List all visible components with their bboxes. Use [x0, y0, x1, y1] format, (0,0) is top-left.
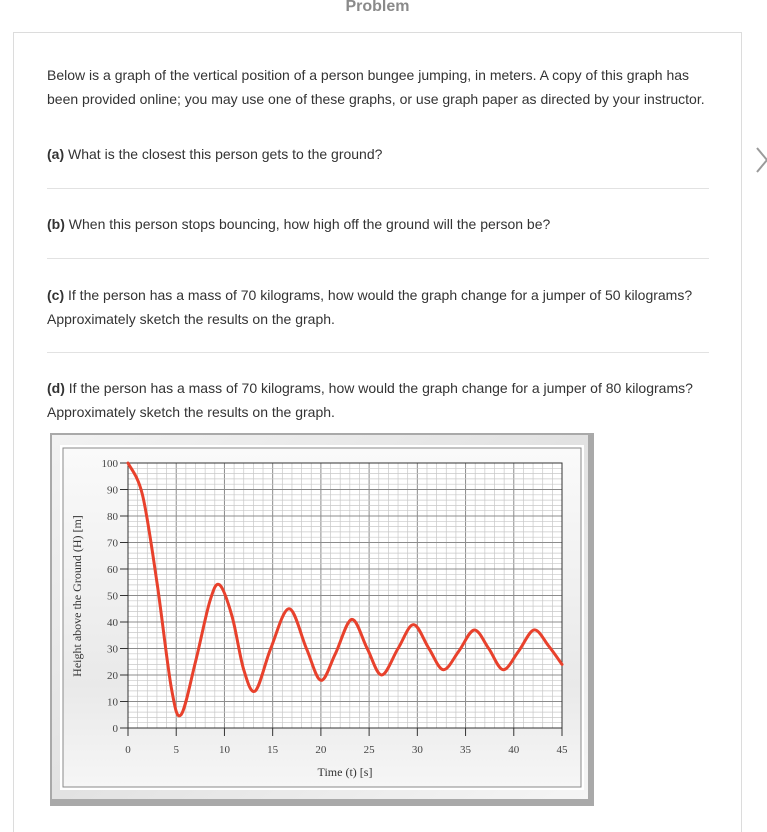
svg-text:80: 80 [107, 511, 118, 523]
svg-text:45: 45 [556, 744, 568, 756]
svg-text:90: 90 [107, 484, 118, 497]
svg-text:0: 0 [112, 723, 118, 735]
svg-text:100: 100 [101, 458, 118, 470]
y-axis-label: Height above the Ground (H) [m] [70, 515, 84, 677]
question-d-text: If the person has a mass of 70 kilograms, how would the graph change for a jumper of 80 kilograms? Approximately sketch the results on the graph. [47, 380, 693, 420]
divider [47, 352, 709, 353]
chart-canvas [50, 433, 594, 806]
question-b [47, 212, 712, 236]
svg-text:70: 70 [107, 537, 118, 550]
question-a-label: (a) [47, 146, 65, 162]
chart-grid [128, 463, 562, 728]
x-axis-label: Time (t) [s] [317, 765, 373, 779]
question-a [47, 142, 712, 166]
svg-text:35: 35 [460, 744, 472, 756]
svg-text:25: 25 [363, 744, 375, 756]
question-a-text: What is the closest this person gets to the ground? [64, 146, 383, 162]
divider [47, 188, 709, 189]
svg-text:40: 40 [107, 617, 118, 629]
chevron-right-icon[interactable] [755, 146, 767, 174]
svg-text:20: 20 [107, 670, 118, 682]
svg-text:40: 40 [508, 744, 520, 756]
divider [47, 258, 709, 259]
svg-text:60: 60 [107, 564, 118, 576]
question-b-label: (b) [47, 216, 65, 232]
question-c [47, 283, 712, 331]
question-c-label: (c) [47, 287, 65, 303]
svg-text:15: 15 [267, 744, 279, 756]
question-b-text: When this person stops bouncing, how high off the ground will the person be? [64, 216, 551, 232]
svg-text:5: 5 [173, 744, 179, 756]
question-d-label: (d) [47, 380, 65, 396]
svg-text:0: 0 [125, 744, 131, 756]
bungee-height-chart [50, 433, 594, 806]
svg-text:10: 10 [218, 744, 230, 756]
question-d [47, 376, 712, 424]
svg-text:30: 30 [107, 643, 118, 656]
svg-text:10: 10 [107, 696, 118, 709]
svg-text:50: 50 [107, 590, 118, 603]
svg-text:20: 20 [315, 744, 327, 756]
svg-text:30: 30 [411, 744, 423, 756]
question-c-text: If the person has a mass of 70 kilograms, how would the graph change for a jumper of 50 kilograms? Approximately sketch the results on the graph. [47, 287, 693, 327]
problem-intro: Below is a graph of the vertical position of a person bungee jumping, in meters. A copy of this graph has been provided online; you may use one of these graphs, or use graph paper as directed by your instructor. [47, 67, 705, 107]
page-title: Problem [345, 0, 410, 15]
